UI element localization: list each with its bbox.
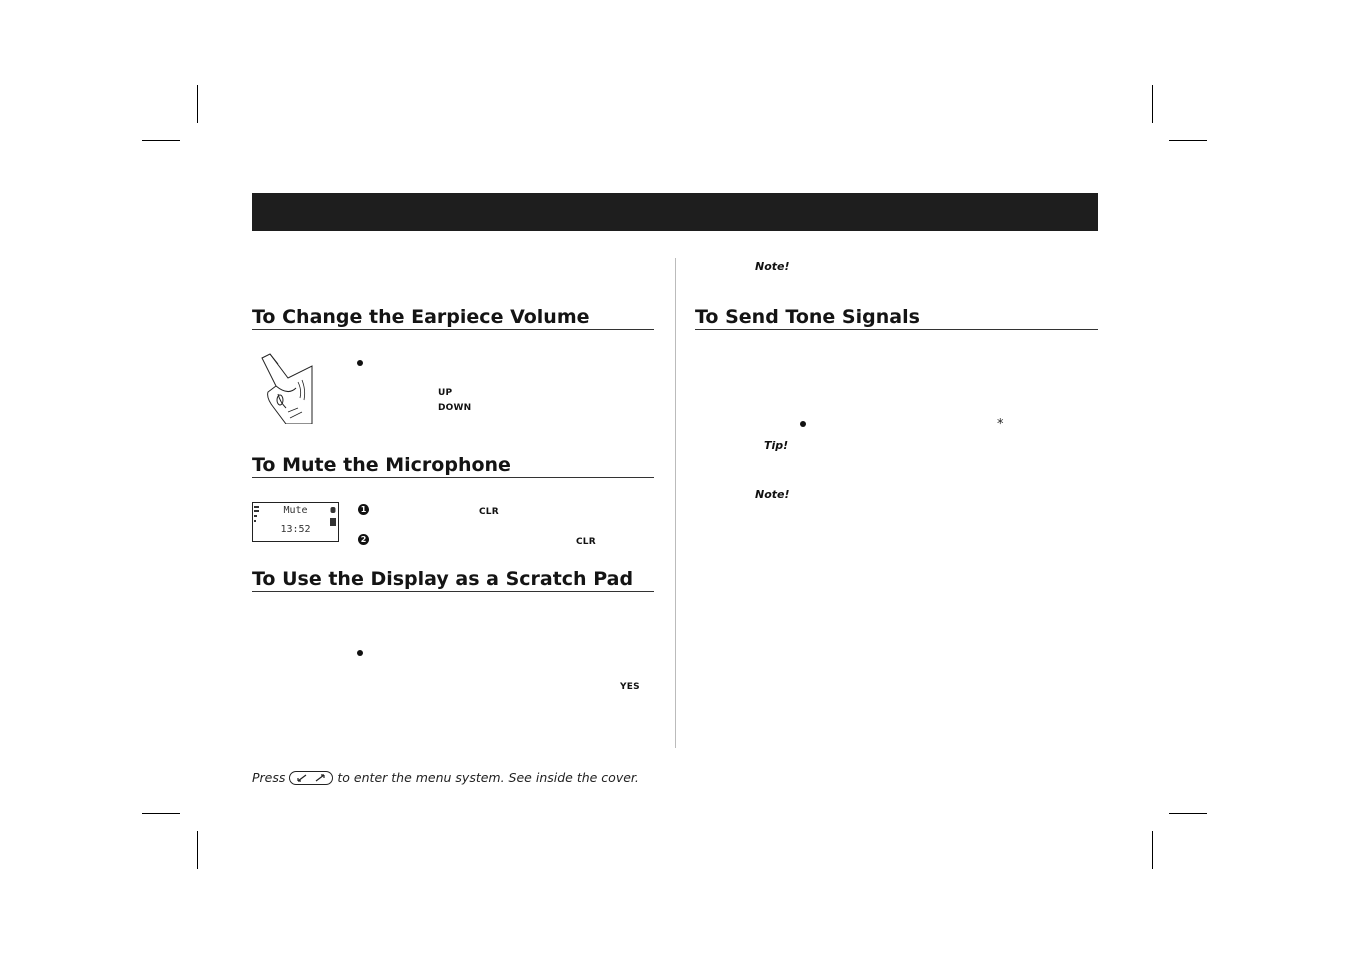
footer-before: Press <box>252 770 286 785</box>
heading-tone-signals: To Send Tone Signals <box>695 305 1098 330</box>
crop-mark <box>1169 813 1207 814</box>
note-label: Note! <box>755 488 790 501</box>
bullet <box>800 421 806 427</box>
footer-text <box>252 770 639 785</box>
heading-mute-microphone: To Mute the Microphone <box>252 453 654 478</box>
crop-mark <box>1169 140 1207 141</box>
phone-side-icon <box>258 352 314 424</box>
menu-key-icon <box>289 771 333 785</box>
lcd-line-2: 13:52 <box>280 524 311 535</box>
step-number-1: 1 <box>358 504 369 515</box>
clr-key-label: CLR <box>479 507 499 517</box>
footer-after: to enter the menu system. See inside the cover. <box>337 770 639 785</box>
crop-mark <box>197 831 198 869</box>
heading-earpiece-volume: To Change the Earpiece Volume <box>252 305 654 330</box>
clr-key-label: CLR <box>576 537 596 547</box>
column-divider <box>675 258 676 748</box>
up-key-label: UP <box>438 388 453 398</box>
tip-label: Tip! <box>764 439 789 452</box>
bullet <box>357 650 363 656</box>
crop-mark <box>142 813 180 814</box>
header-bar <box>252 193 1098 231</box>
heading-scratch-pad: To Use the Display as a Scratch Pad <box>252 567 654 592</box>
crop-mark <box>1152 85 1153 123</box>
down-key-label: DOWN <box>438 403 472 413</box>
bullet <box>357 360 363 366</box>
lcd-line-1: Mute <box>283 505 308 516</box>
step-number-2: 2 <box>358 534 369 545</box>
crop-mark <box>1152 831 1153 869</box>
crop-mark <box>197 85 198 123</box>
note-label: Note! <box>755 260 790 273</box>
lcd-display <box>252 502 339 542</box>
crop-mark <box>142 140 180 141</box>
star-key-symbol: * <box>997 417 1004 432</box>
yes-key-label: YES <box>620 682 640 692</box>
